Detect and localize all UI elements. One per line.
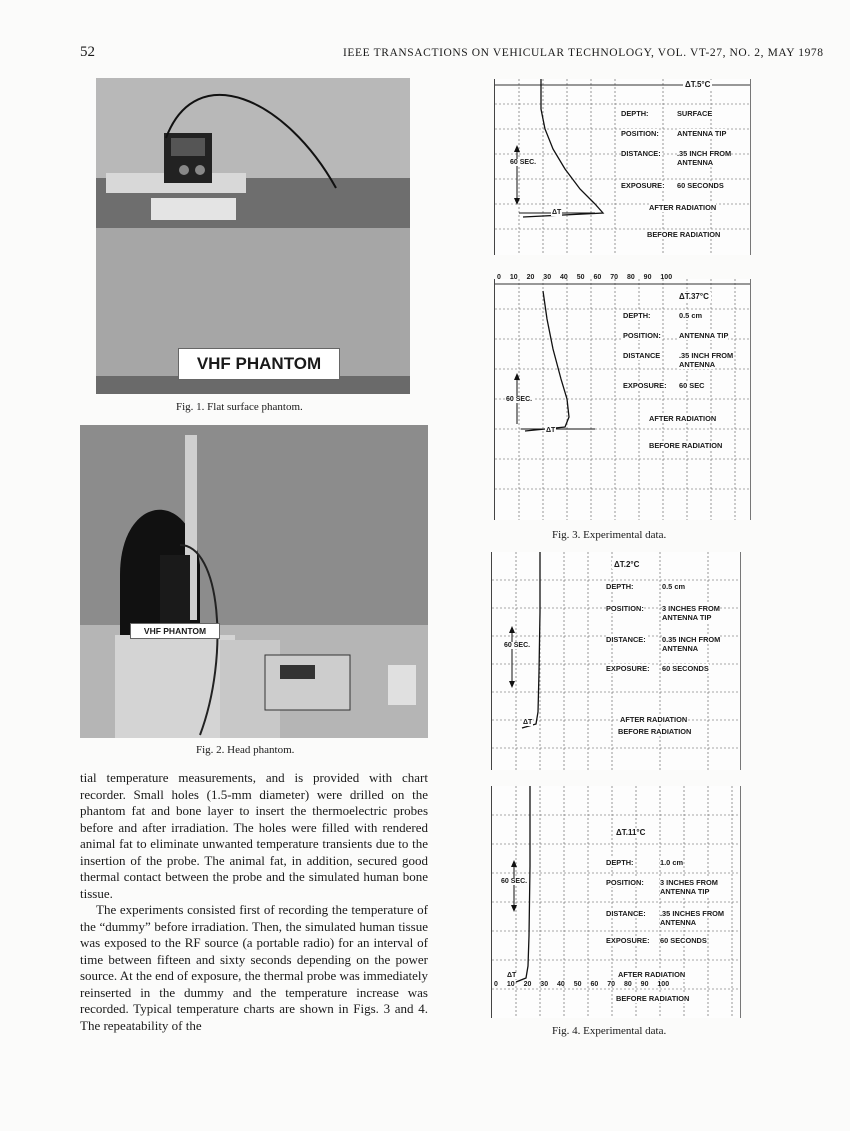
chart2-arrow-label: ΔT [546,427,556,434]
chart1-before-label: BEFORE RADIATION [647,230,721,239]
chart3-time-label: 60 SEC. [504,642,531,649]
chart2-distance-val1: .35 INCH FROM [679,351,734,360]
chart4-before-label: BEFORE RADIATION [616,994,690,1003]
chart4-distance-val2: ANTENNA [660,918,697,927]
fig1-caption: Fig. 1. Flat surface phantom. [176,401,303,413]
chart3-after-label: AFTER RADIATION [620,715,688,724]
running-head: IEEE TRANSACTIONS ON VEHICULAR TECHNOLOGY, VOL. VT-27, NO. 2, MAY 1978 [343,47,824,59]
chart4-depth-val: 1.0 cm [660,858,684,867]
chart4-after-label: AFTER RADIATION [618,970,686,979]
body-text [80,770,428,1034]
chart4-time-label: 60 SEC. [501,878,528,885]
chart1-time-label: 60 SEC. [510,159,537,166]
chart3-position-key: POSITION: [606,604,644,613]
fig4-caption: Fig. 4. Experimental data. [552,1025,667,1037]
fig2-photo-label: VHF PHANTOM [130,623,220,639]
chart2-position-key: POSITION: [623,331,661,340]
chart2-position-val: ANTENNA TIP [679,331,729,340]
fig2-caption: Fig. 2. Head phantom. [196,744,295,756]
chart1-depth-val: SURFACE [677,109,713,118]
head-phantom-photo [80,425,428,738]
chart4-scale: 0 10 20 30 40 50 60 70 80 90 100 [494,981,670,988]
chart1-position-val: ANTENNA TIP [677,129,727,138]
chart2-delta-t: ΔT.37°C [679,292,709,301]
chart1-after-label: AFTER RADIATION [649,203,717,212]
chart3-position-val2: ANTENNA TIP [662,613,712,622]
chart1-arrow-label: ΔT [552,209,562,216]
fig1-photo-label: VHF PHANTOM [178,348,340,380]
chart-depth-10 [491,786,741,1018]
body-paragraph-1: tial temperature measurements, and is provided with chart recorder. Small holes (1.5-mm diameter) were drilled on the phantom fat and bone layer to insert the thermoelectric probes before and after irradiation. The holes were filled with rendered animal fat to eliminate unwanted temperature transients due to the insertion of the probe. The animal fat, in addition, secured good thermal contact between the probe and the simulated human bone tissue. [80,770,428,901]
chart3-exposure-val: 60 SECONDS [662,664,709,673]
chart1-distance-val1: .35 INCH FROM [677,149,732,158]
chart1-distance-val2: ANTENNA [677,158,714,167]
chart4-position-val2: ANTENNA TIP [660,887,710,896]
chart2-distance-key: DISTANCE [623,351,661,360]
chart4-exposure-val: 60 SECONDS [660,936,707,945]
fig3-caption: Fig. 3. Experimental data. [552,529,667,541]
chart4-depth-key: DEPTH: [606,858,634,867]
chart3-depth-key: DEPTH: [606,582,634,591]
chart3-distance-val1: 0.35 INCH FROM [662,635,721,644]
chart4-distance-val1: .35 INCHES FROM [660,909,725,918]
chart1-distance-key: DISTANCE: [621,149,661,158]
chart3-distance-val2: ANTENNA [662,644,699,653]
chart2-distance-val2: ANTENNA [679,360,716,369]
chart1-exposure-key: EXPOSURE: [621,181,665,190]
chart4-exposure-key: EXPOSURE: [606,936,650,945]
chart-surface-grid [495,79,750,255]
chart-3-inches [491,552,741,770]
chart-surface [494,79,751,255]
chart1-position-key: POSITION: [621,129,659,138]
body-paragraph-2: The experiments consisted first of recording the temperature of the “dummy” before irradiation. Then, the simulated human tissue was exposed to the RF source (a portable radio) for an interval of time between fifteen and sixty seconds depending on the power source. At the end of exposure, the thermal probe was immediately reinserted in the dummy and the temperature increase was recorded. Typical temperature charts are shown in Figs. 3 and 4. The repeatability of the [80,902,429,1033]
chart2-depth-key: DEPTH: [623,311,651,320]
chart2-scale: 0 10 20 30 40 50 60 70 80 90 100 [497,274,673,281]
chart4-position-key: POSITION: [606,878,644,887]
chart4-delta-t: ΔT.11°C [616,828,646,837]
chart3-exposure-key: EXPOSURE: [606,664,650,673]
chart2-after-label: AFTER RADIATION [649,414,717,423]
chart3-distance-key: DISTANCE: [606,635,646,644]
head-phantom-drawing [80,425,428,738]
flat-phantom-drawing [96,78,410,394]
chart2-time-label: 60 SEC. [506,396,533,403]
chart3-delta-t: ΔT.2°C [614,560,640,569]
chart1-exposure-val: 60 SECONDS [677,181,724,190]
chart4-position-val1: 3 INCHES FROM [660,878,718,887]
chart2-exposure-val: 60 SEC [679,381,705,390]
page-number: 52 [80,44,95,60]
chart2-before-label: BEFORE RADIATION [649,441,723,450]
chart4-arrow-label: ΔT [507,972,517,979]
chart3-position-val1: 3 INCHES FROM [662,604,720,613]
chart3-arrow-label: ΔT [523,719,533,726]
chart1-depth-key: DEPTH: [621,109,649,118]
chart3-depth-val: 0.5 cm [662,582,686,591]
chart2-exposure-key: EXPOSURE: [623,381,667,390]
chart2-depth-val: 0.5 cm [679,311,703,320]
chart3-before-label: BEFORE RADIATION [618,727,692,736]
flat-phantom-photo [96,78,410,394]
chart4-distance-key: DISTANCE: [606,909,646,918]
chart-depth-05 [494,274,751,520]
chart1-delta-t: ΔT.5°C [685,80,711,89]
